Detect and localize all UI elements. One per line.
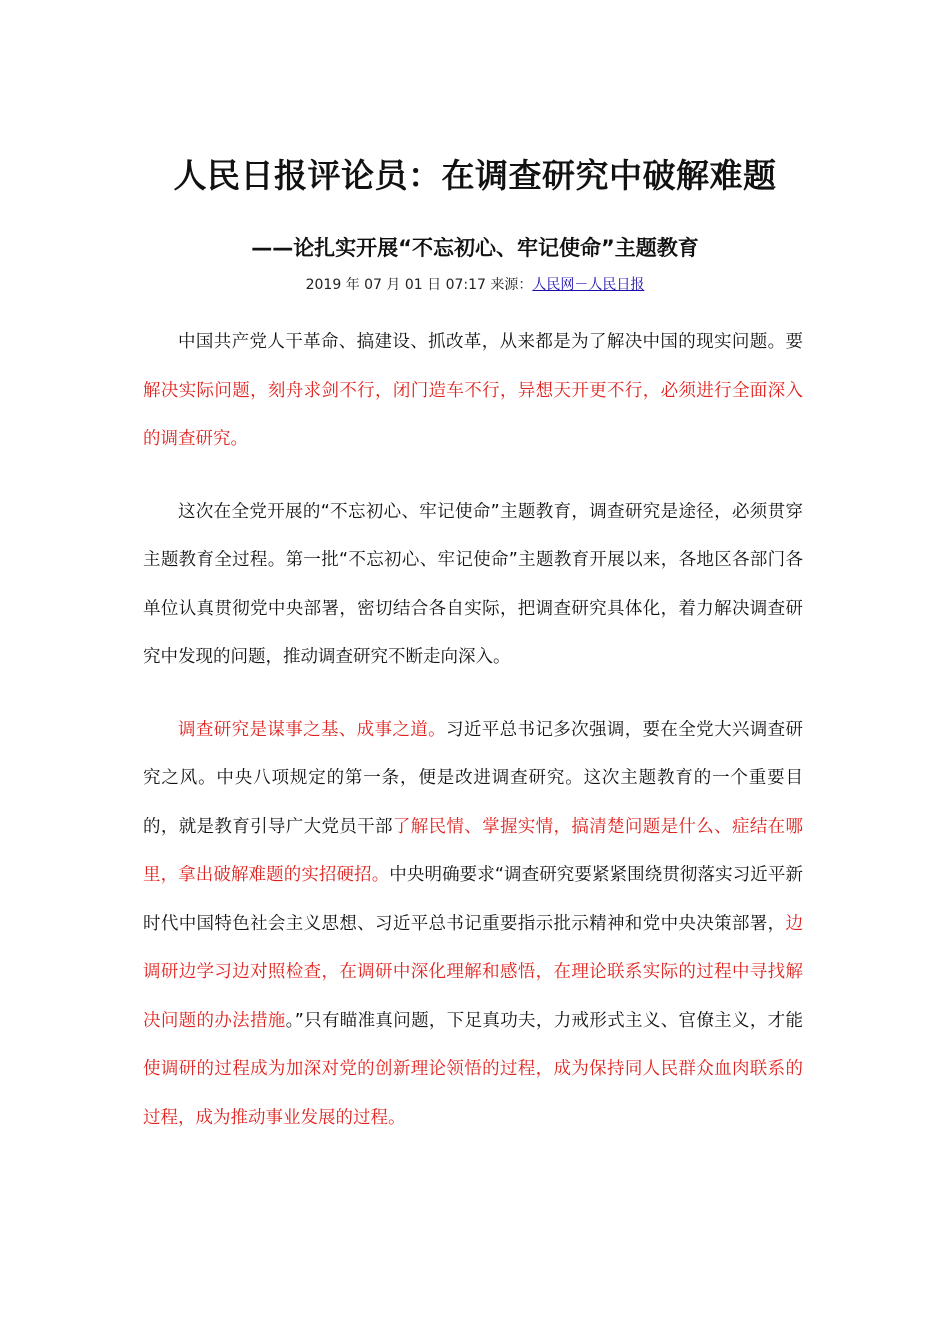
paragraph-segment: 中央明确要求“调查研究要紧紧围绕贯彻落实习近平新时代中国特色社会主义思想、习近平总书记重要指示批示精神和党中央决策部署， — [143, 865, 803, 934]
paragraph-segment: 中国共产党人干革命、搞建设、抓改革，从来都是为了解决中国的现实问题。要 — [178, 332, 803, 352]
paragraph-segment: 这次在全党开展的“不忘初心、牢记使命”主题教育，调查研究是途径，必须贯穿主题教育全过程。第一批“不忘初心、牢记使命”主题教育开展以来，各地区各部门各单位认真贯彻党中央部署，密切结合各自实际，把调查研究具体化，着力解决调查研究中发现的问题，推动调查研究不断走向深入。 — [143, 501, 803, 667]
highlighted-segment: 调查研究是谋事之基、成事之道。 — [178, 719, 447, 740]
article-date: 2019 年 07 月 01 日 07:17 — [305, 277, 486, 293]
paragraph-1 — [143, 318, 803, 464]
paragraph-2 — [143, 488, 803, 682]
paragraph-3 — [143, 706, 803, 1143]
article-title: 人民日报评论员：在调查研究中破解难题 — [173, 156, 777, 195]
source-label: 来源： — [490, 277, 533, 293]
highlighted-segment: 边调研边学习边对照检查，在调研中深化理解和感悟，在理论联系实际的过程中寻找解决问题的办法措施 — [143, 913, 803, 1031]
article-meta — [0, 274, 950, 294]
highlighted-segment: 使调研的过程成为加深对党的创新理论领悟的过程，成为保持同人民群众血肉联系的过程，成为推动事业发展的过程。 — [143, 1059, 803, 1128]
paragraph-segment: 习近平总书记多次强调，要在全党大兴调查研究之风。中央八项规定的第一条，便是改进调查研究。这次主题教育的一个重要目的，就是教育引导广大党员干部 — [143, 719, 803, 837]
article-body — [143, 318, 803, 1166]
highlighted-segment: 了解民情、掌握实情，搞清楚问题是什么、症结在哪里，拿出破解难题的实招硬招。 — [143, 816, 804, 885]
paragraph-segment: 。”只有瞄准真问题，下足真功夫，力戒形式主义、官僚主义，才能 — [285, 1010, 803, 1031]
article-subtitle: ——论扎实开展“不忘初心、牢记使命”主题教育 — [251, 236, 699, 260]
highlighted-segment: 解决实际问题，刻舟求剑不行，闭门造车不行，异想天开更不行，必须进行全面深入的调查研究。 — [143, 380, 803, 449]
source-link[interactable]: 人民网－人民日报 — [532, 277, 645, 293]
